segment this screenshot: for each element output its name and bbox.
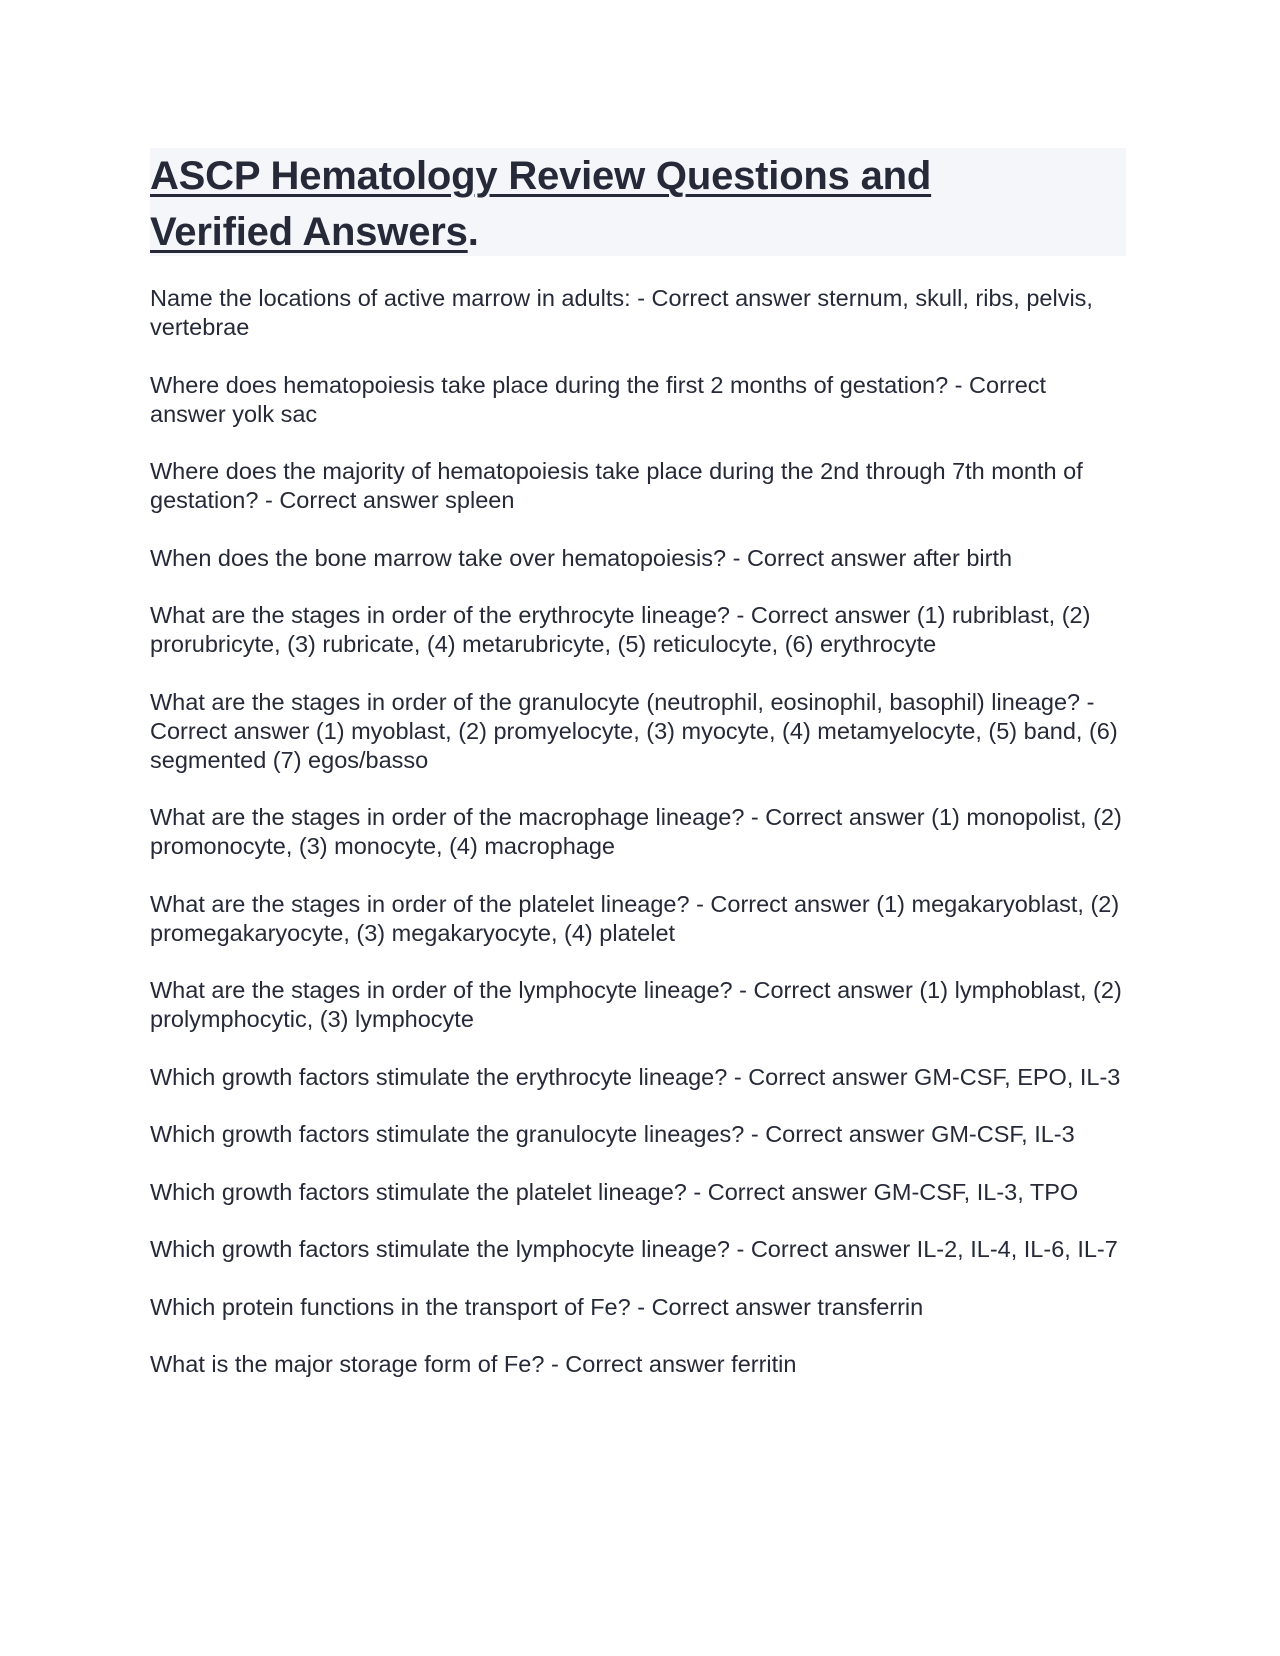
qa-item: What are the stages in order of the granulocyte (neutrophil, eosinophil, basophil) lineage? - Correct answer (1) myoblast, (2) promyelocyte, (3) myocyte, (4) metamyelocyte, (5) band, (6) segmented (7) egos/basso xyxy=(150,688,1118,773)
qa-item: Which growth factors stimulate the platelet lineage? - Correct answer GM-CSF, IL-3, TPO xyxy=(150,1178,1079,1205)
document-page xyxy=(150,148,1126,1408)
qa-item: What are the stages in order of the platelet lineage? - Correct answer (1) megakaryoblast, (2) promegakaryocyte, (3) megakaryocyte, (4) platelet xyxy=(150,890,1120,946)
qa-item: When does the bone marrow take over hematopoiesis? - Correct answer after birth xyxy=(150,544,1013,571)
title-text-part2: Verified Answers xyxy=(150,210,468,254)
qa-item: Which growth factors stimulate the granulocyte lineages? - Correct answer GM-CSF, IL-3 xyxy=(150,1121,1075,1147)
qa-list xyxy=(150,284,1126,1379)
qa-item: Which protein functions in the transport of Fe? - Correct answer transferrin xyxy=(150,1293,924,1320)
title-text-part1: ASCP Hematology Review Questions and xyxy=(150,154,932,198)
qa-item: What are the stages in order of the macrophage lineage? - Correct answer (1) monopolist, (2) promonocyte, (3) monocyte, (4) macrophage xyxy=(150,804,1122,859)
qa-item: What is the major storage form of Fe? - Correct answer ferritin xyxy=(150,1351,797,1377)
qa-item: Name the locations of active marrow in adults: - Correct answer sternum, skull, ribs, pelvis, vertebrae xyxy=(150,285,1093,340)
title-period: . xyxy=(467,210,479,254)
qa-item: Which growth factors stimulate the lymphocyte lineage? - Correct answer IL-2, IL-4, IL-6, IL-7 xyxy=(150,1236,1118,1262)
qa-item: Which growth factors stimulate the erythrocyte lineage? - Correct answer GM-CSF, EPO, IL-3 xyxy=(150,1063,1121,1090)
title-block xyxy=(150,148,1126,256)
qa-item: What are the stages in order of the lymphocyte lineage? - Correct answer (1) lymphoblast, (2) prolymphocytic, (3) lymphocyte xyxy=(150,977,1122,1032)
qa-item: Where does the majority of hematopoiesis take place during the 2nd through 7th month of gestation? - Correct answer spleen xyxy=(150,458,1083,513)
qa-item: What are the stages in order of the erythrocyte lineage? - Correct answer (1) rubriblast, (2) prorubricyte, (3) rubricate, (4) metarubricyte, (5) reticulocyte, (6) erythrocyte xyxy=(150,602,1091,657)
document-title xyxy=(150,148,1126,260)
qa-item: Where does hematopoiesis take place during the first 2 months of gestation? - Correct answer yolk sac xyxy=(150,371,1047,427)
